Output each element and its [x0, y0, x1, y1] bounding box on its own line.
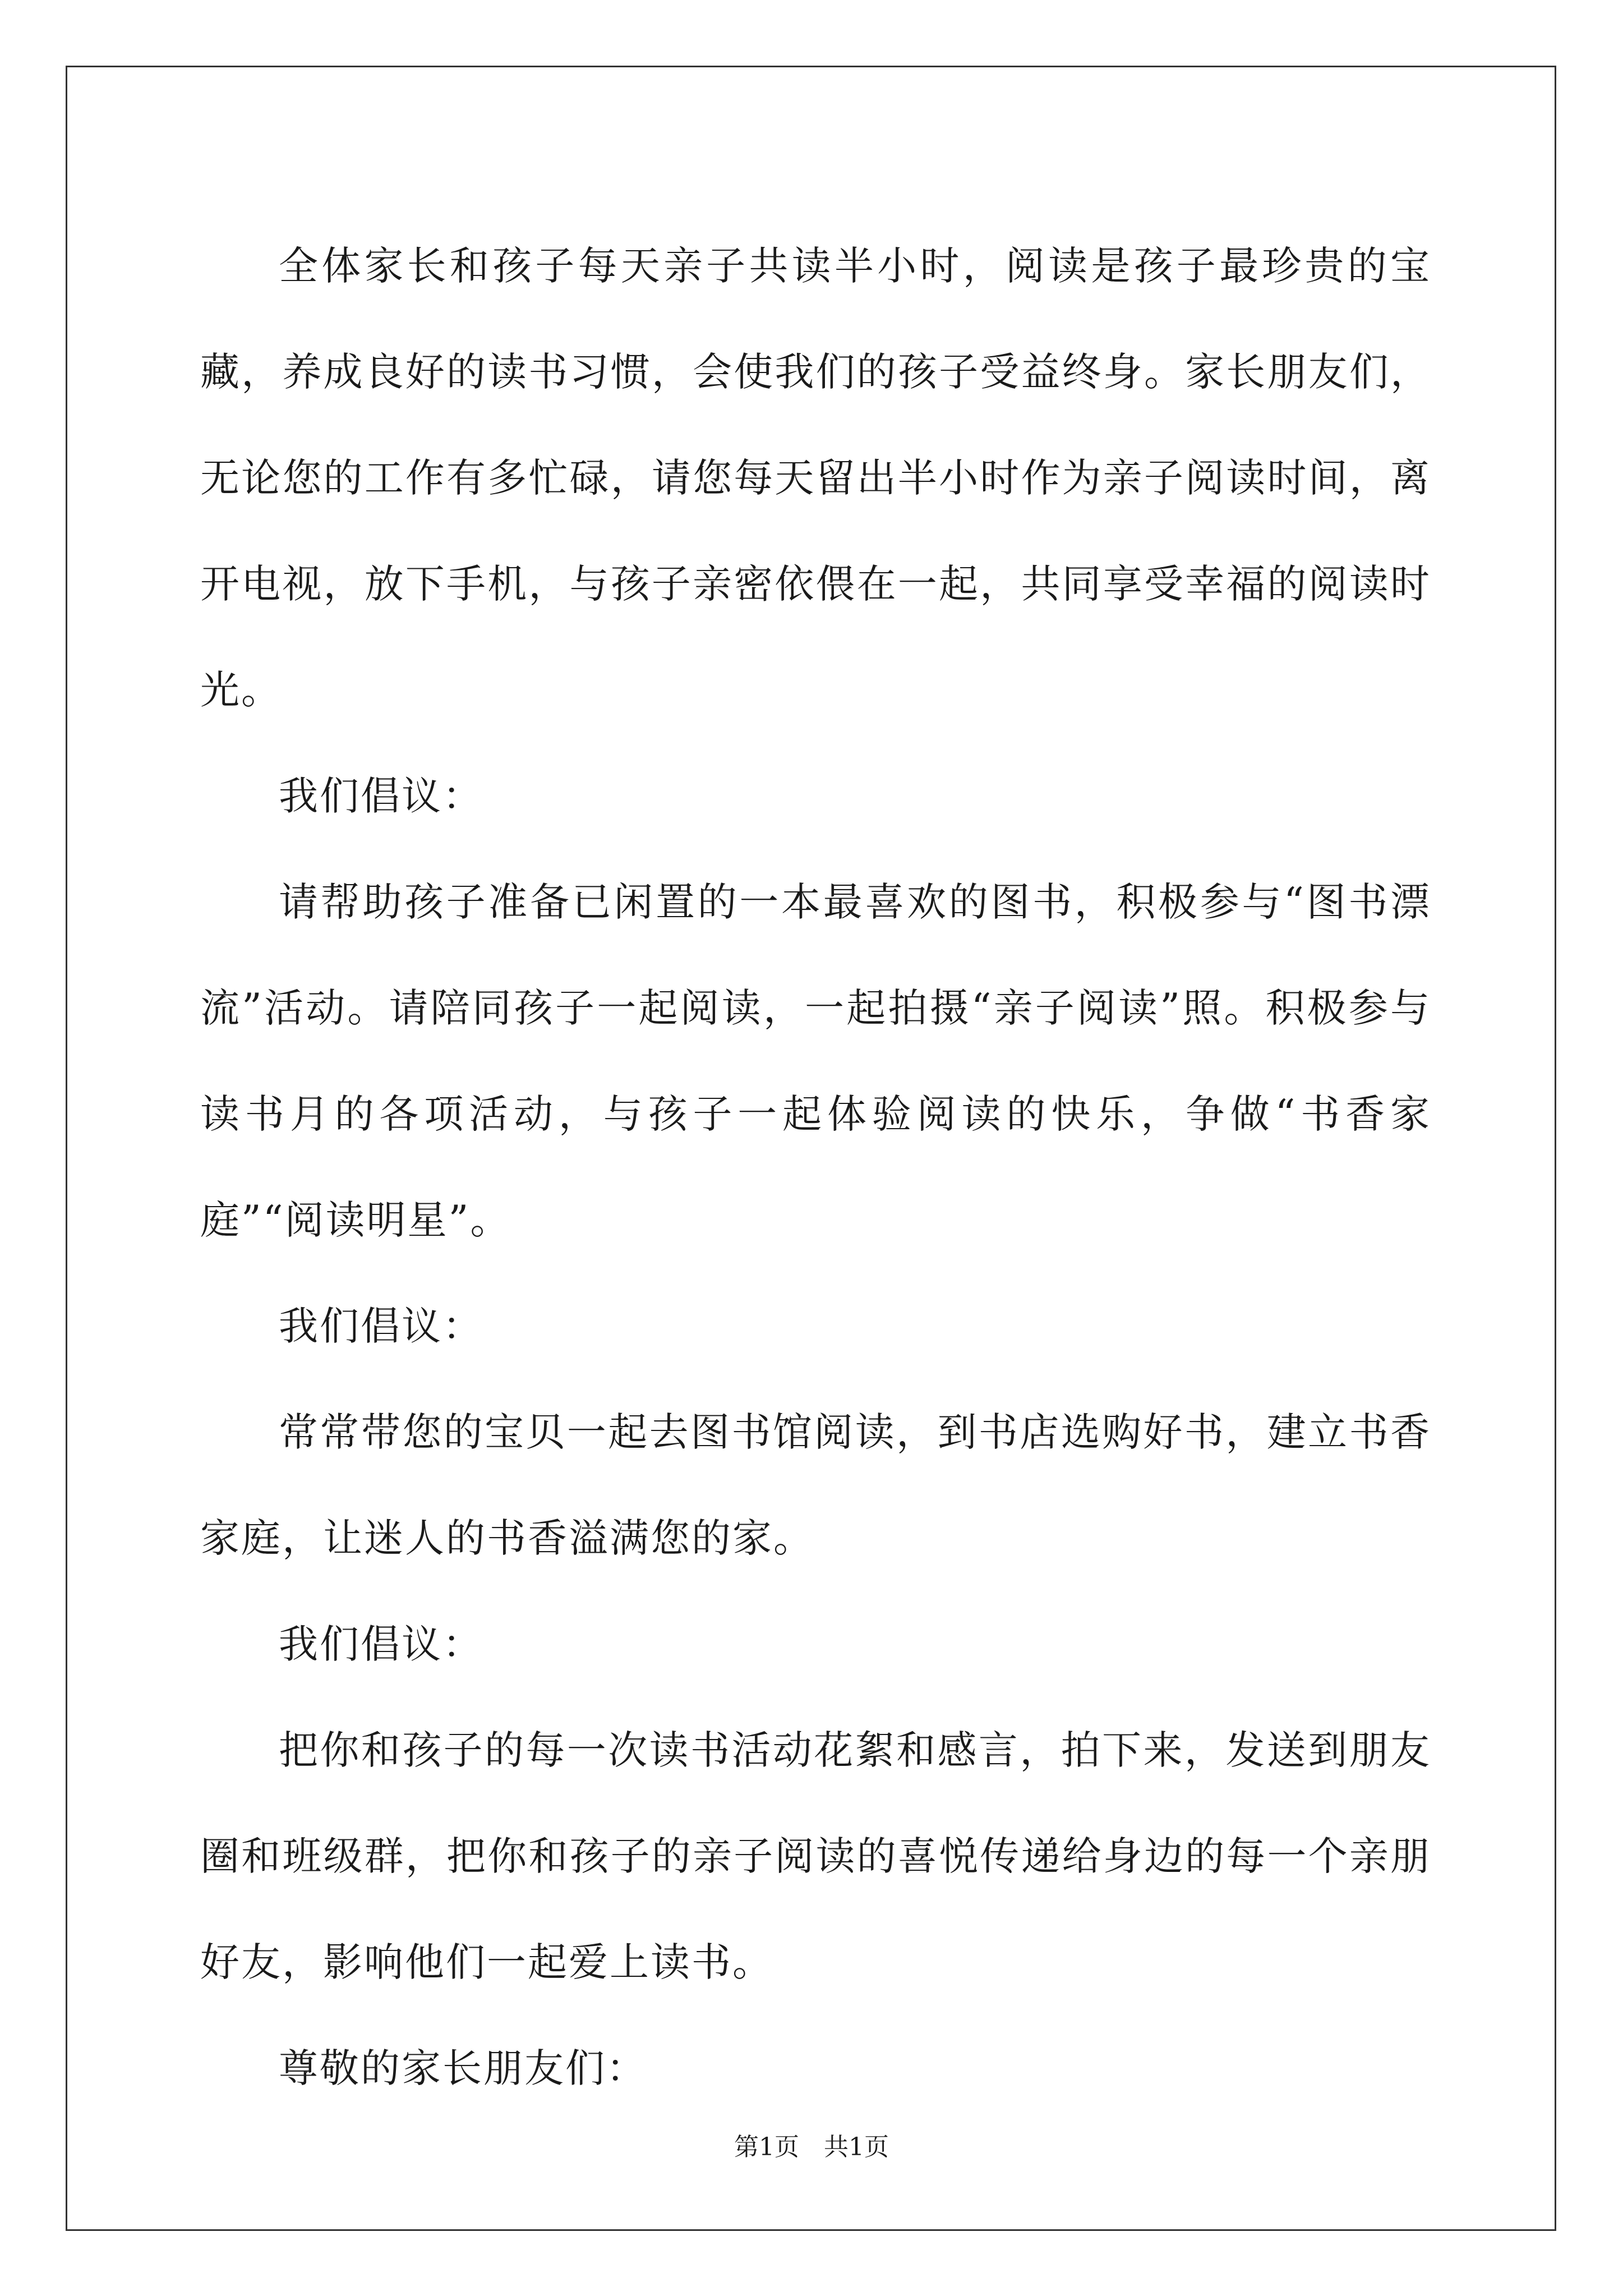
paragraph-proposal-heading: 我们倡议： [279, 773, 483, 819]
paragraph-salutation: 尊敬的家长朋友们： [279, 2045, 647, 2091]
page-number-current: 第1页 [734, 2133, 799, 2161]
paragraph-book-drift: 请帮助孩子准备已闲置的一本最喜欢的图书，积极参与“图书漂流”活动。请陪同孩子一起阅读，一起拍摄“亲子阅读”照。积极参与读书月的各项活动，与孩子一起体验阅读的快乐，争做“书香家庭”“阅读明星”。 [200, 879, 1431, 1243]
page-footer [0, 2131, 1623, 2164]
document-body [200, 213, 1431, 2122]
paragraph-share: 把你和孩子的每一次读书活动花絮和感言，拍下来，发送到朋友圈和班级群，把你和孩子的亲子阅读的喜悦传递给身边的每一个亲朋好友，影响他们一起爱上读书。 [200, 1727, 1431, 1985]
page-number-total: 共1页 [824, 2133, 889, 2161]
paragraph-proposal-heading: 我们倡议： [279, 1303, 483, 1349]
paragraph-intro: 全体家长和孩子每天亲子共读半小时，阅读是孩子最珍贵的宝藏，养成良好的读书习惯，会使我们的孩子受益终身。家长朋友们，无论您的工作有多忙碌，请您每天留出半小时作为亲子阅读时间，离开电视，放下手机，与孩子亲密依偎在一起，共同享受幸福的阅读时光。 [200, 243, 1431, 713]
paragraph-proposal-heading: 我们倡议： [279, 1621, 483, 1667]
paragraph-library: 常常带您的宝贝一起去图书馆阅读，到书店选购好书，建立书香家庭，让迷人的书香溢满您的家。 [200, 1409, 1431, 1561]
